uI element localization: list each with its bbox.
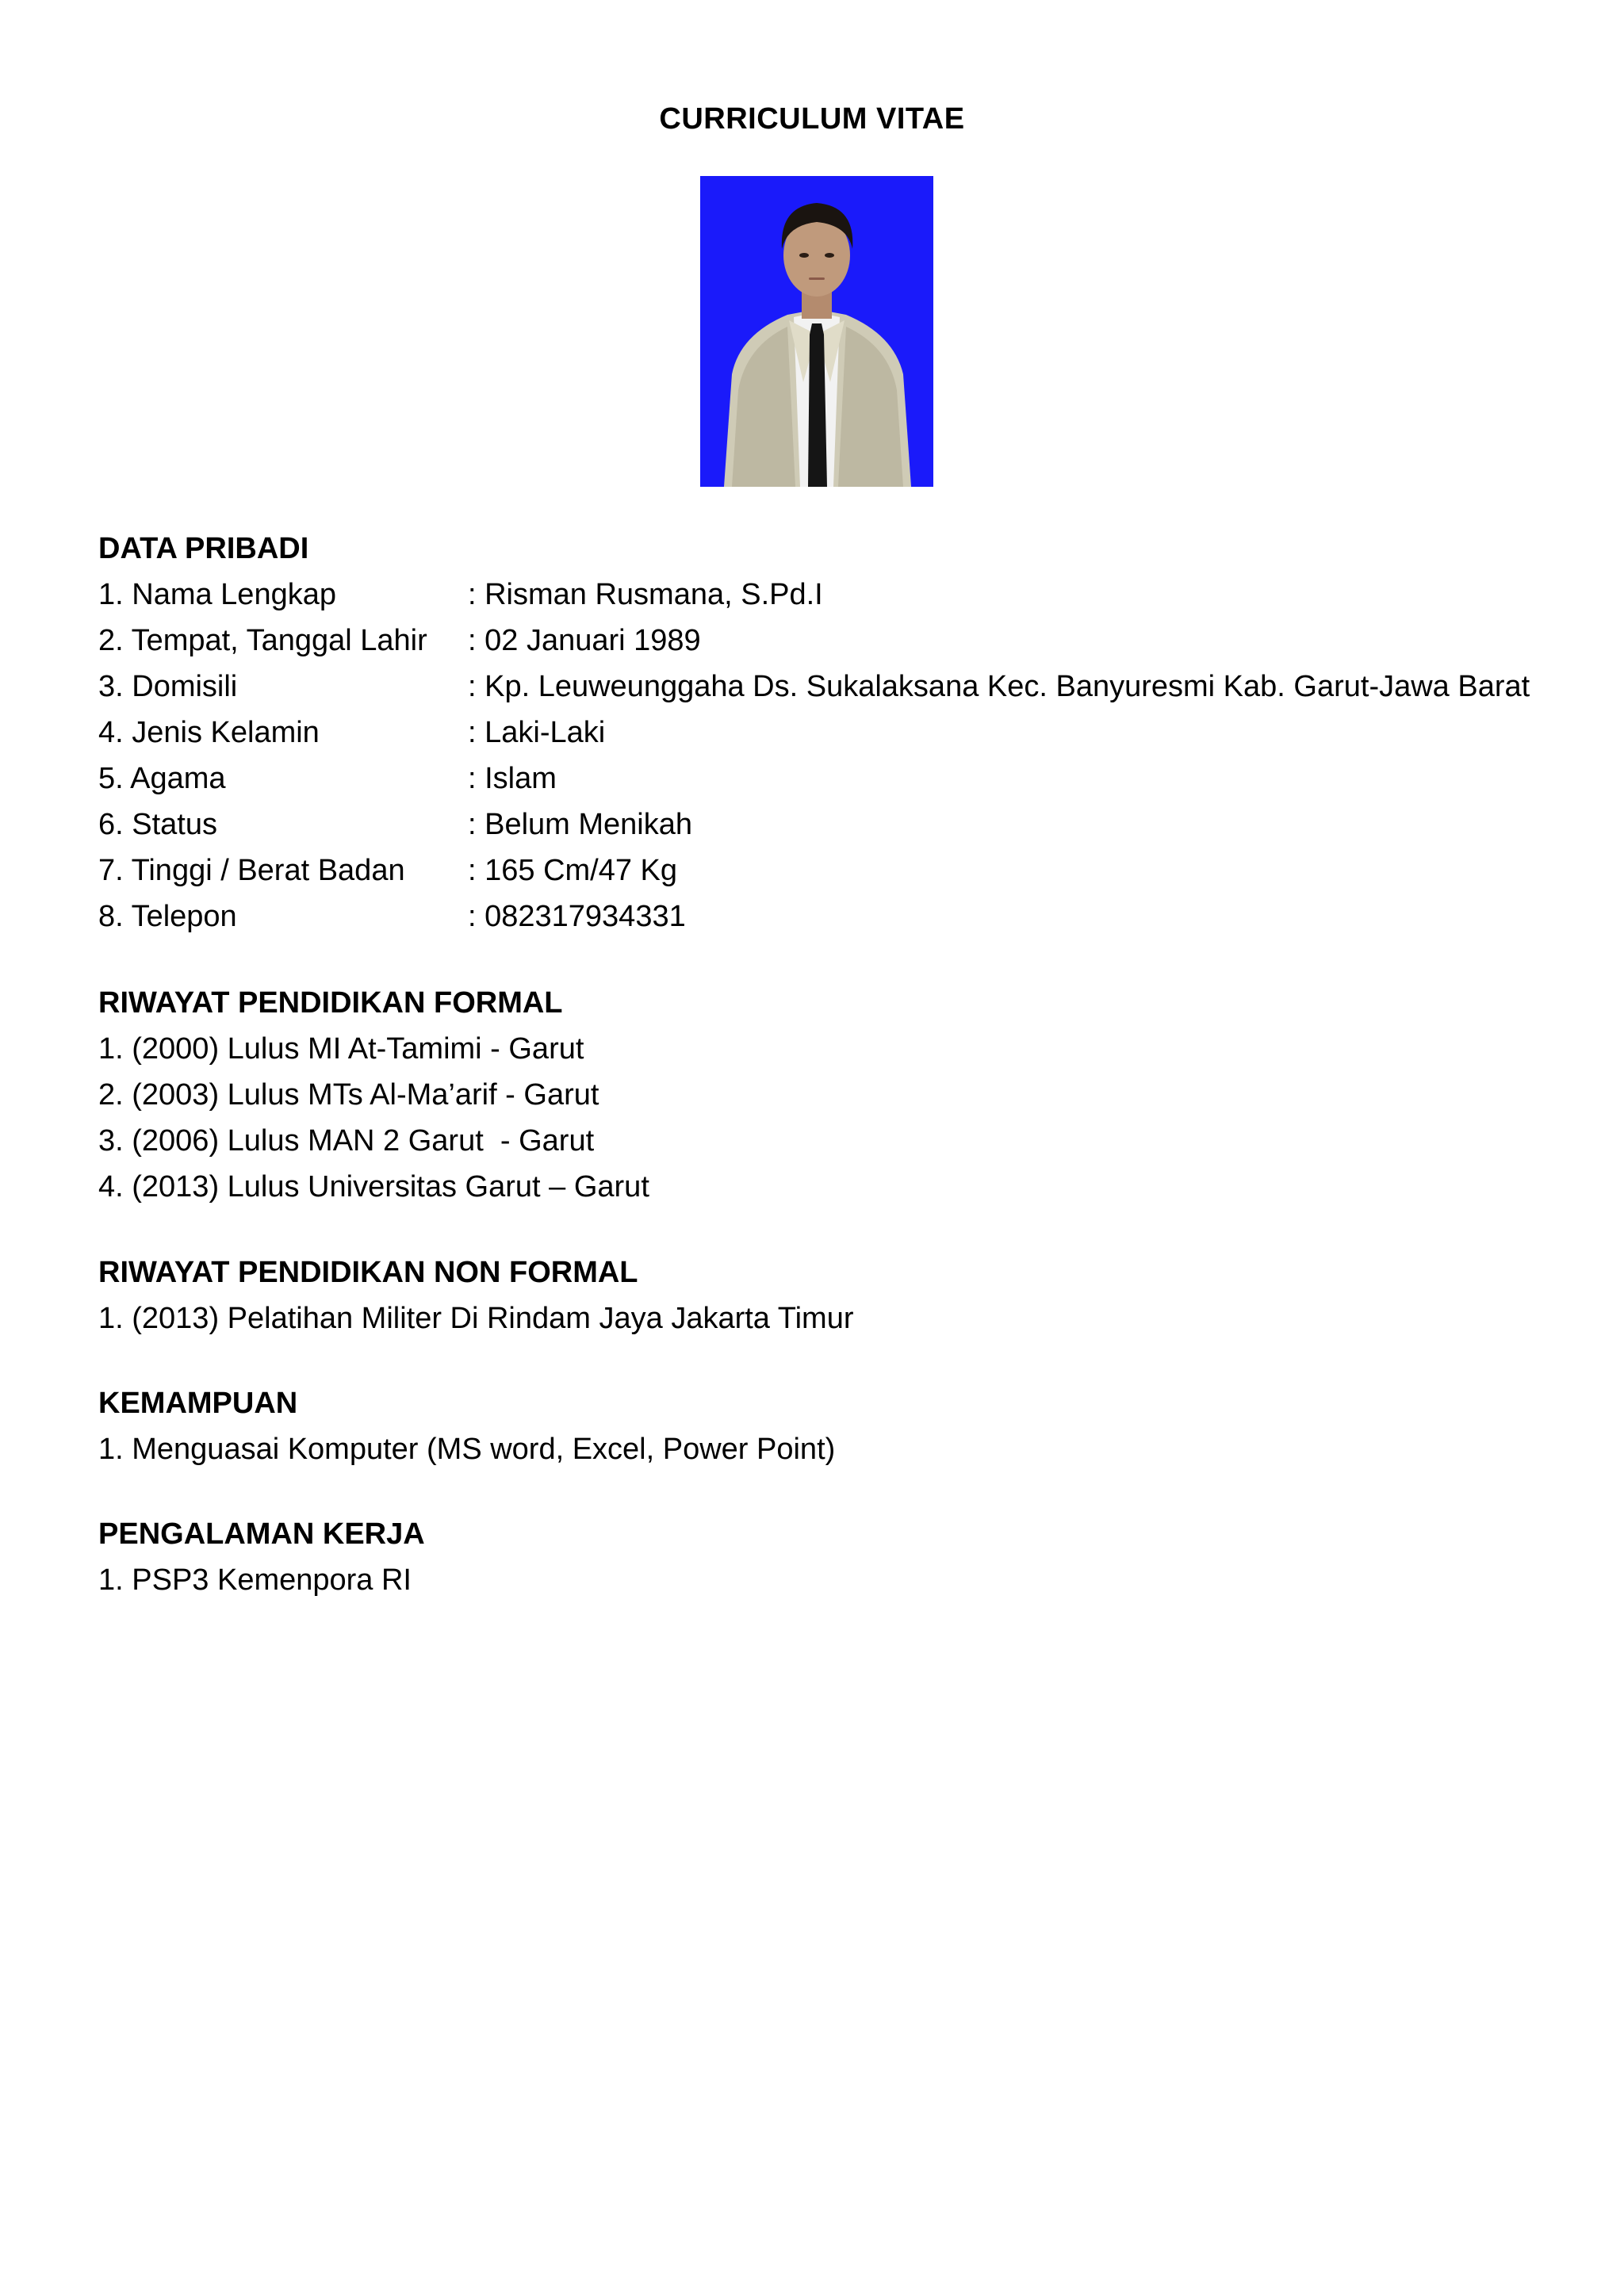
personal-row-domisili xyxy=(98,664,1530,710)
personal-row-agama xyxy=(98,756,1526,802)
personal-row-ttl xyxy=(98,618,1526,664)
section-pendidikan-formal xyxy=(98,980,1526,1210)
list-item: 1. Menguasai Komputer (MS word, Excel, Power Point) xyxy=(98,1433,836,1466)
field-label: 7. Tinggi / Berat Badan xyxy=(98,854,405,887)
section-heading-kemampuan: KEMAMPUAN xyxy=(98,1387,298,1420)
list-item: 1. (2013) Pelatihan Militer Di Rindam Jaya Jakarta Timur xyxy=(98,1302,854,1335)
field-value: : 082317934331 xyxy=(468,900,686,933)
portrait-photo xyxy=(700,176,933,487)
list-item: 4. (2013) Lulus Universitas Garut – Garut xyxy=(98,1170,649,1203)
person-silhouette-icon xyxy=(700,176,933,487)
field-value: : Risman Rusmana, S.Pd.I xyxy=(468,578,823,611)
personal-row-jenis-kelamin xyxy=(98,710,1526,756)
section-data-pribadi xyxy=(98,526,1530,939)
field-label: 4. Jenis Kelamin xyxy=(98,716,320,749)
field-value: : Islam xyxy=(468,762,557,795)
section-heading-pengalaman-kerja: PENGALAMAN KERJA xyxy=(98,1517,425,1551)
personal-row-telepon xyxy=(98,894,1526,939)
field-value: : Laki-Laki xyxy=(468,716,606,749)
list-item: 1. PSP3 Kemenpora RI xyxy=(98,1563,412,1597)
section-heading-data-pribadi: DATA PRIBADI xyxy=(98,532,309,565)
field-value: : 02 Januari 1989 xyxy=(468,624,701,657)
section-pengalaman-kerja xyxy=(98,1511,1526,1603)
field-label: 1. Nama Lengkap xyxy=(98,578,336,611)
personal-row-tinggi-berat xyxy=(98,848,1526,894)
field-value: : Kp. Leuweunggaha Ds. Sukalaksana Kec. Banyuresmi Kab. Garut-Jawa Barat xyxy=(468,670,1530,703)
personal-row-status xyxy=(98,802,1526,848)
section-kemampuan xyxy=(98,1380,1526,1472)
section-pendidikan-non-formal xyxy=(98,1249,1526,1341)
list-item: 3. (2006) Lulus MAN 2 Garut - Garut xyxy=(98,1124,595,1158)
section-heading-pendidikan-formal: RIWAYAT PENDIDIKAN FORMAL xyxy=(98,986,563,1020)
field-value: : 165 Cm/47 Kg xyxy=(468,854,678,887)
field-label: 2. Tempat, Tanggal Lahir xyxy=(98,624,427,657)
field-label: 8. Telepon xyxy=(98,900,237,933)
section-heading-pendidikan-non-formal: RIWAYAT PENDIDIKAN NON FORMAL xyxy=(98,1256,638,1289)
field-label: 6. Status xyxy=(98,808,217,841)
page-title: CURRICULUM VITAE xyxy=(659,102,965,136)
field-label: 3. Domisili xyxy=(98,670,238,703)
field-value: : Belum Menikah xyxy=(468,808,693,841)
list-item: 1. (2000) Lulus MI At-Tamimi - Garut xyxy=(98,1032,584,1066)
personal-row-nama xyxy=(98,572,1526,618)
field-label: 5. Agama xyxy=(98,762,226,795)
list-item: 2. (2003) Lulus MTs Al-Ma’arif - Garut xyxy=(98,1078,599,1112)
